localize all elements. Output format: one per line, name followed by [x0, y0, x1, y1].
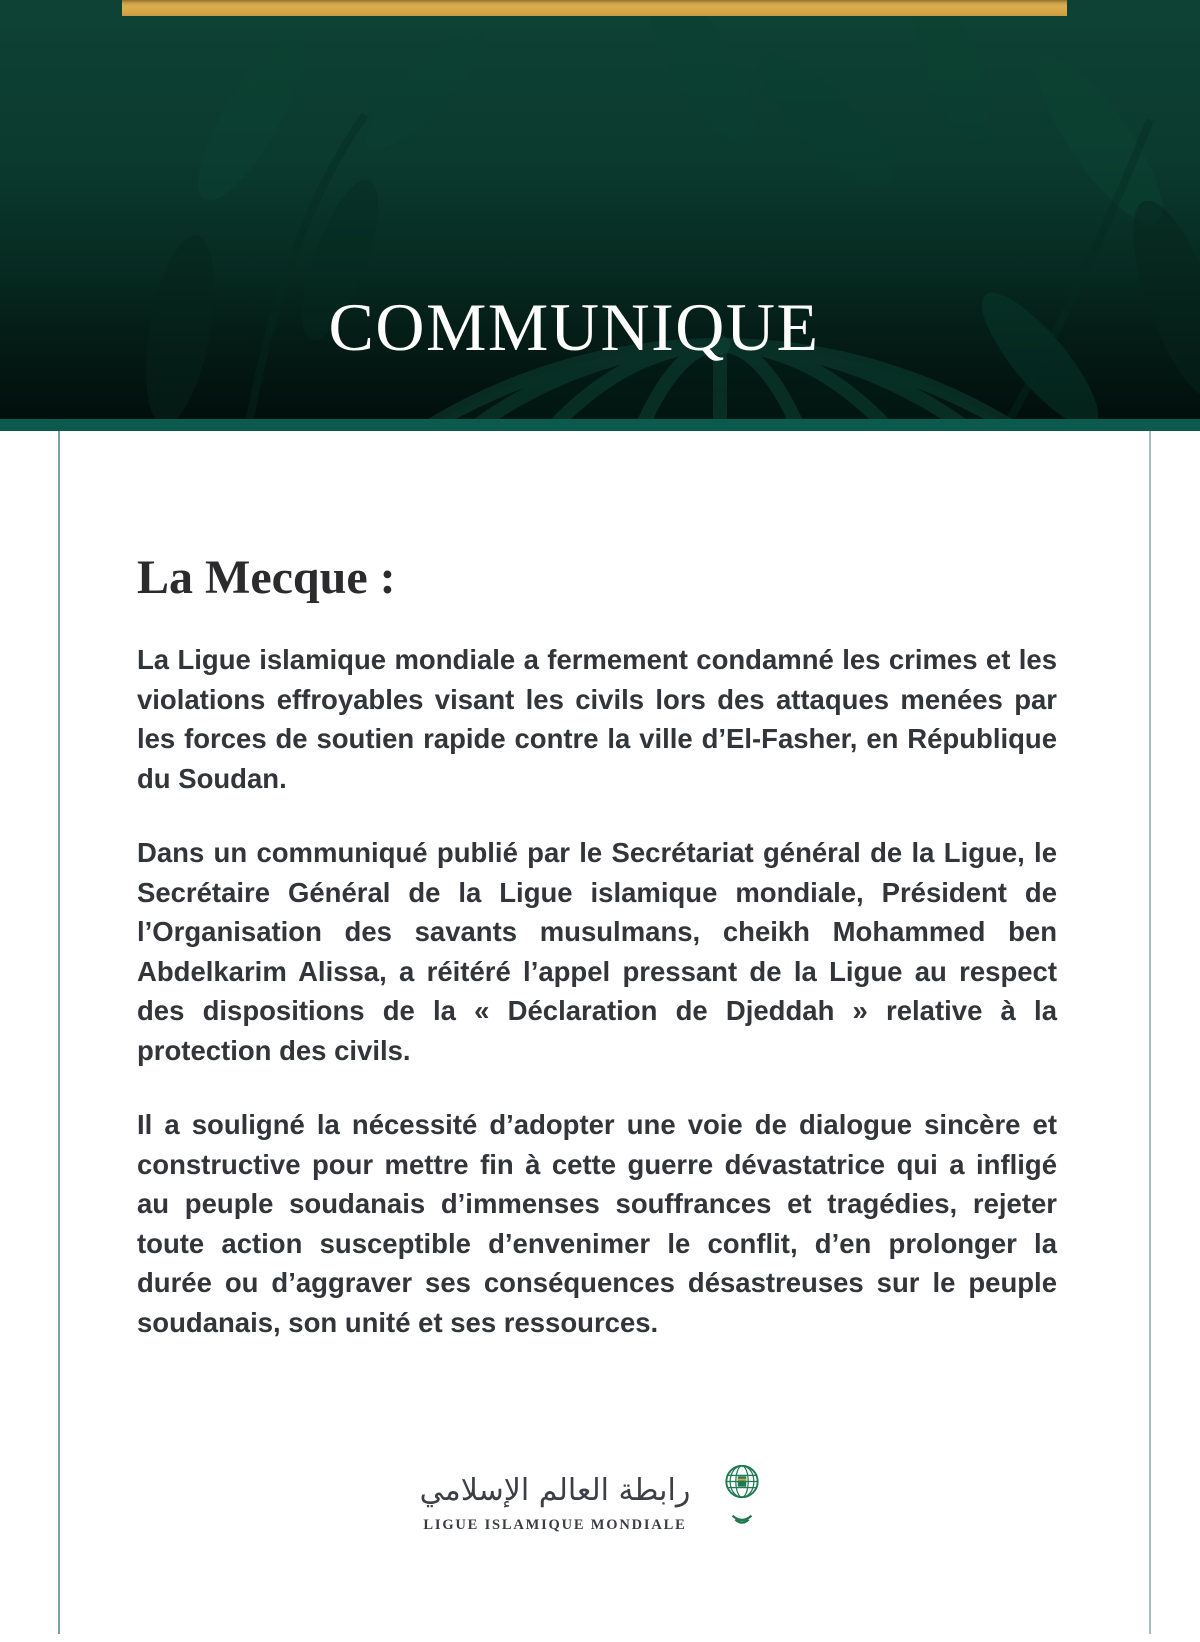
teal-divider-band [0, 419, 1200, 431]
document-body [137, 552, 1057, 1342]
gold-accent-bar [122, 0, 1067, 16]
header-banner [0, 0, 1200, 419]
organization-logo [0, 1448, 1200, 1534]
globe-wreath-icon [704, 1448, 780, 1534]
page-title: COMMUNIQUE [328, 289, 820, 365]
dateline-heading: La Mecque : [137, 551, 396, 604]
body-paragraph: Dans un communiqué publié par le Secrétariat général de la Ligue, le Secrétaire Général de la Ligue islamique mondiale, Président de l’Organisation des savants musulmans, cheikh Mohammed ben Abdelkarim Alissa, a réitéré l’appel pressant de la Ligue au respect des dispositions de la « Déclaration de Djeddah » relative à la protection des civils. [137, 837, 1057, 1066]
logo-arabic-calligraphy: رابطة العالم الإسلامي [419, 1473, 691, 1508]
body-paragraph: Il a souligné la nécessité d’adopter une voie de dialogue sincère et constructive pour mettre fin à cette guerre dévastatrice qui a infligé au peuple soudanais d’immenses souffrances et tragédies, rejeter toute action susceptible d’envenimer le conflit, d’en prolonger la durée ou d’aggraver ses conséquences désastreuses sur le peuple soudanais, son unité et ses ressources. [137, 1109, 1057, 1338]
logo-text-block [420, 1469, 691, 1534]
body-paragraph: La Ligue islamique mondiale a fermement condamné les crimes et les violations effroyables visant les civils lors des attaques menées par les forces de soutien rapide contre la ville d’El-Fasher, en République du Soudan. [137, 644, 1057, 794]
logo-caption: LIGUE ISLAMIQUE MONDIALE [423, 1517, 687, 1533]
